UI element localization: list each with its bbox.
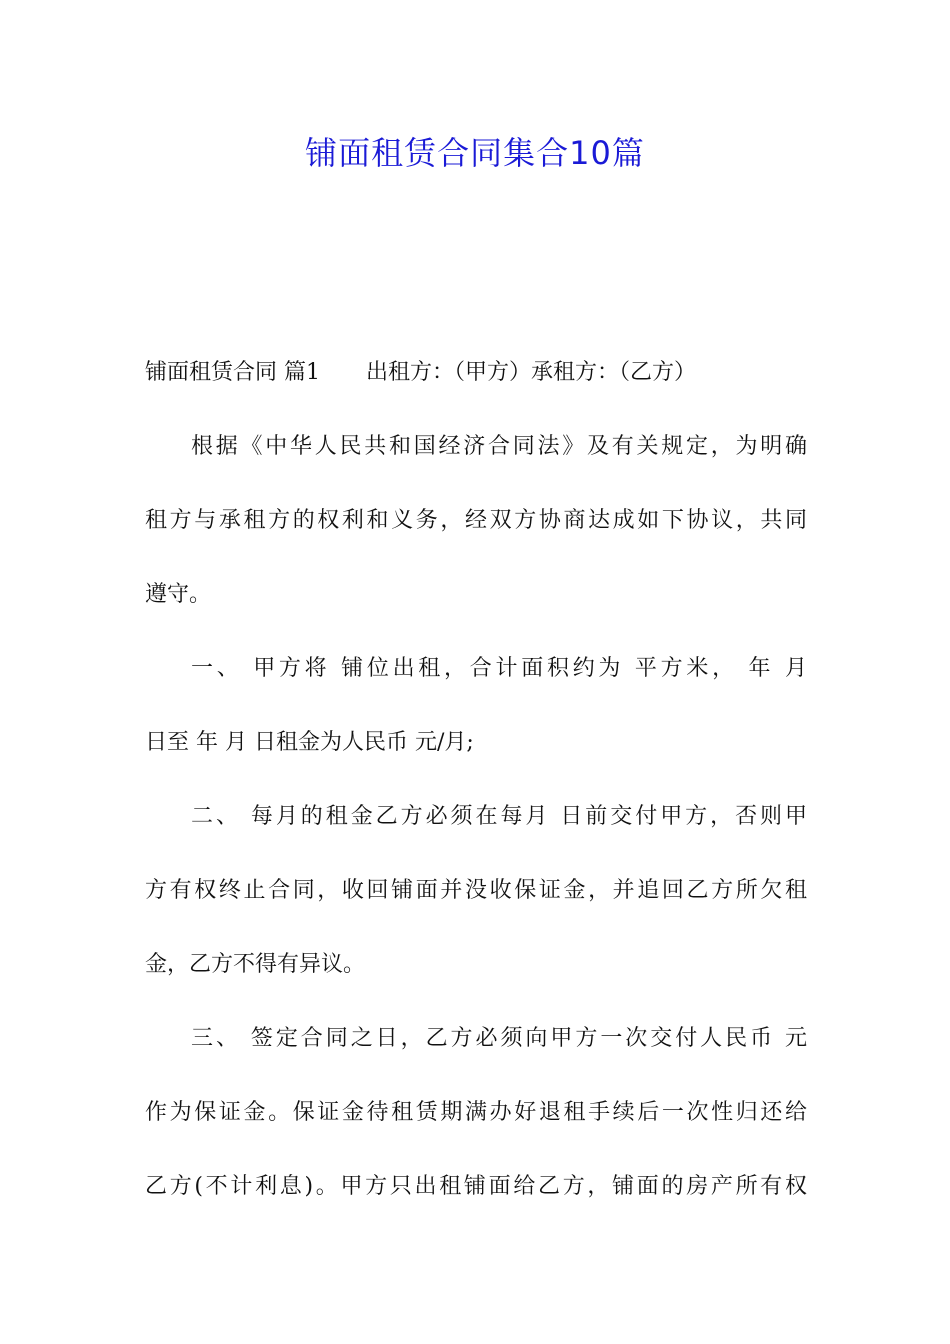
clause-2-line: 金，乙方不得有异议。 xyxy=(145,952,366,977)
paragraph-line: 租方与承租方的权利和义务，经双方协商达成如下协议，共同 xyxy=(145,508,807,533)
heading-line xyxy=(145,336,807,410)
paragraph-line: 根据《中华人民共和国经济合同法》及有关规定，为明确 xyxy=(191,434,807,459)
clause-3-line: 乙方(不计利息)。甲方只出租铺面给乙方，铺面的房产所有权 xyxy=(145,1174,807,1199)
document-body xyxy=(145,336,807,1224)
clause-1-line: 一、 甲方将 铺位出租，合计面积约为 平方米， 年 月 xyxy=(191,656,807,681)
section-heading: 铺面租赁合同 篇1 xyxy=(145,360,320,385)
clause-1-line: 日至 年 月 日租金为人民币 元/月; xyxy=(145,730,474,755)
paragraph-line: 遵守。 xyxy=(145,582,212,607)
clause-3-line: 三、 签定合同之日，乙方必须向甲方一次交付人民币 元 xyxy=(191,1026,807,1051)
clause-2-line: 二、 每月的租金乙方必须在每月 日前交付甲方，否则甲 xyxy=(191,804,807,829)
clause-3-line: 作为保证金。保证金待租赁期满办好退租手续后一次性归还给 xyxy=(145,1100,807,1125)
parties-line: 出租方：（甲方）承租方：（乙方） xyxy=(366,360,697,385)
clause-2-line: 方有权终止合同，收回铺面并没收保证金，并追回乙方所欠租 xyxy=(145,878,807,903)
document-title: 铺面租赁合同集合10篇 xyxy=(305,134,645,172)
